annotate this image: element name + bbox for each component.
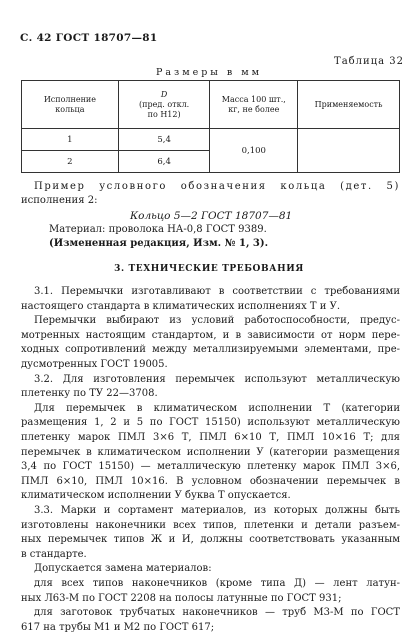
body-line: перемычек в климатическом исполнении У (категории размещения xyxy=(21,446,400,458)
col-header-diameter xyxy=(118,81,210,129)
body-line: изготовлены наконечники всех типов, плетенки и детали разъем- xyxy=(21,519,400,531)
col-header-diameter-line: (пред. откл. xyxy=(139,99,190,109)
table-header-row xyxy=(22,81,400,129)
example-word: Пример xyxy=(34,181,86,192)
table-number: Таблица 32 xyxy=(334,56,404,67)
body-line: для заготовок трубчатых наконечников — труб М3-М по ГОСТ xyxy=(34,607,400,619)
cell-execution: 2 xyxy=(22,151,119,173)
body-line: Перемычки выбирают из условий работоспособности, предус- xyxy=(34,315,400,327)
body-line: ных Л63-М по ГОСТ 2208 на полосы латунные по ГОСТ 931; xyxy=(21,592,342,604)
dimensions-table xyxy=(21,80,400,173)
col-header-mass xyxy=(210,81,298,129)
example-word: кольца xyxy=(280,181,327,192)
body-line: ПМЛ 6×10, ПМЛ 10×16. В условном обозначении перемычек в xyxy=(21,475,400,487)
section-title: 3. ТЕХНИЧЕСКИЕ ТРЕБОВАНИЯ xyxy=(114,264,304,274)
example-line-1 xyxy=(34,180,400,194)
body-line: в стандарте. xyxy=(21,548,87,560)
col-header-mass-line: кг, не более xyxy=(228,104,280,114)
example-word: обозначения xyxy=(180,181,267,192)
body-line: Для перемычек в климатическом исполнении Т (категории xyxy=(34,402,400,414)
revision-note: (Измененная редакция, Изм. № 1, 3). xyxy=(49,238,269,249)
body-line: климатическом исполнении У буква Т опускается. xyxy=(21,490,291,502)
body-line: 3.3. Марки и сортамент материалов, из которых должны быть xyxy=(34,505,400,516)
cell-application xyxy=(298,129,400,173)
body-line: плетенку по ТУ 22—3708. xyxy=(21,388,158,400)
example-line-2: исполнения 2: xyxy=(21,195,98,206)
body-line: 3.2. Для изготовления перемычек используют металлическую xyxy=(34,373,400,385)
col-header-diameter-line: по H12) xyxy=(147,109,181,119)
col-header-execution-line: кольца xyxy=(55,104,85,114)
example-word: (дет. 5) xyxy=(340,181,400,192)
example-word: условного xyxy=(99,181,168,192)
body-line: плетенку марок ПМЛ 3×6 Т, ПМЛ 6×10 Т, ПМЛ 10×16 Т; для xyxy=(21,432,400,443)
col-header-mass-line: Масса 100 шт., xyxy=(221,94,286,104)
table-row xyxy=(22,129,400,151)
col-header-execution xyxy=(22,81,119,129)
body-line: для всех типов наконечников (кроме типа Д) — лент латун- xyxy=(34,578,400,589)
body-line: дусмотренных ГОСТ 19005. xyxy=(21,359,168,370)
body-line: настоящего стандарта в климатических исполнениях Т и У. xyxy=(21,300,341,312)
body-line: мотренных настоящим стандартом, и в зависимости от норм пере- xyxy=(21,329,400,341)
body-line: ходных сопротивлений между металлизируемыми элементами, пре- xyxy=(21,344,400,356)
body-line: 3,4 по ГОСТ 15150) — металлическую плетенку марок ПМЛ 3×6, xyxy=(21,461,400,473)
cell-execution: 1 xyxy=(22,129,119,151)
cell-diameter: 6,4 xyxy=(118,151,210,173)
col-header-diameter-symbol: D xyxy=(160,89,168,99)
example-designation: Кольцо 5—2 ГОСТ 18707—81 xyxy=(130,210,293,222)
body-line: 617 на трубы М1 и М2 по ГОСТ 617; xyxy=(21,621,215,633)
example-material: Материал: проволока НА-0,8 ГОСТ 9389. xyxy=(49,224,267,235)
table-caption-sizes: Размеры в мм xyxy=(155,67,263,78)
col-header-execution-line: Исполнение xyxy=(43,94,96,104)
body-line: ных перемычек типов Ж и И, должны соответствовать указанным xyxy=(21,534,400,546)
cell-mass: 0,100 xyxy=(210,129,298,173)
cell-diameter: 5,4 xyxy=(118,129,210,151)
col-header-application: Применяемость xyxy=(298,81,400,129)
body-line: размещения 1, 2 и 5 по ГОСТ 15150) используют металлическую xyxy=(21,417,400,429)
page-header: С. 42 ГОСТ 18707—81 xyxy=(20,32,158,44)
body-line: Допускается замена материалов: xyxy=(34,563,212,575)
body-line: 3.1. Перемычки изготавливают в соответствии с требованиями xyxy=(34,286,400,297)
